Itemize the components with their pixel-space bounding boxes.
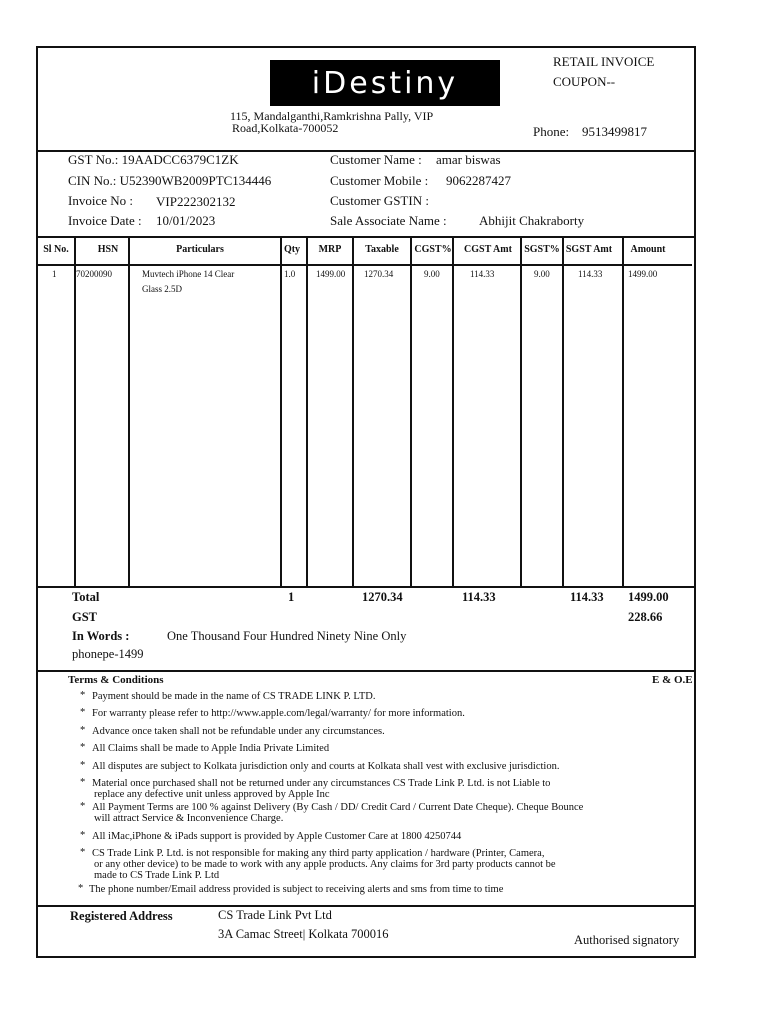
phone-label: Phone: [533, 124, 570, 139]
payment-note: phonepe-1499 [72, 647, 144, 661]
customer-name-value: amar biswas [436, 152, 501, 167]
term-item: All iMac,iPhone & iPads support is provided by Apple Customer Care at 1800 4250744 [92, 831, 462, 842]
col-line [452, 236, 454, 586]
divider [38, 905, 694, 907]
col-line [622, 236, 624, 586]
invoice-frame [36, 46, 696, 958]
term-item: All Claims shall be made to Apple India Private Limited [92, 743, 330, 754]
col-header-particulars: Particulars [176, 244, 224, 255]
bullet-icon: * [80, 707, 86, 718]
term-item-continuation: replace any defective unit unless approved by Apple Inc [94, 789, 330, 800]
term-item-continuation: will attract Service & Inconvenience Charge. [94, 813, 284, 824]
customer-mobile-label: Customer Mobile : [330, 173, 429, 188]
col-header-sgst-amt: SGST Amt [565, 244, 613, 255]
bullet-icon: * [80, 830, 86, 841]
term-item: Payment should be made in the name of CS TRADE LINK P. LTD. [92, 691, 376, 702]
doc-type: RETAIL INVOICE [553, 54, 655, 69]
bullet-icon: * [80, 690, 86, 701]
cell-taxable: 1270.34 [364, 269, 394, 279]
col-header-cgst-pct: CGST% [414, 244, 452, 255]
total-amount: 1499.00 [628, 590, 669, 604]
col-line [410, 236, 412, 586]
phone-value: 9513499817 [582, 124, 647, 139]
customer-gstin-label: Customer GSTIN : [330, 193, 429, 208]
brand-logo [270, 60, 500, 106]
store-address-line2: Road,Kolkata-700052 [232, 121, 339, 135]
cell-cgst-pct: 9.00 [424, 269, 440, 279]
customer-mobile-value: 9062287427 [446, 173, 511, 188]
term-item: For warranty please refer to http://www.apple.com/legal/warranty/ for more information. [92, 708, 465, 719]
invoice-date-value: 10/01/2023 [156, 213, 216, 228]
term-item-continuation: or any other device) to be made to work with any apple products. Any claims for 3rd party products cannot be [94, 859, 556, 870]
cell-sgst-pct: 9.00 [534, 269, 550, 279]
in-words-label: In Words : [72, 629, 130, 643]
bullet-icon: * [80, 777, 86, 788]
registered-address-line2: 3A Camac Street| Kolkata 700016 [218, 927, 389, 941]
col-header-hsn: HSN [97, 244, 119, 255]
total-label: Total [72, 590, 100, 604]
col-line [306, 236, 308, 586]
in-words-value: One Thousand Four Hundred Ninety Nine Only [167, 629, 407, 643]
term-item: All Payment Terms are 100 % against Delivery (By Cash / DD/ Credit Card / Current Date Cheque). Cheque Bounce [92, 802, 584, 813]
registered-address-label: Registered Address [70, 909, 173, 923]
logo-text: iDestiny [311, 65, 459, 101]
cell-amount: 1499.00 [628, 269, 658, 279]
total-sgst-amt: 114.33 [570, 590, 604, 604]
term-item: The phone number/Email address provided is subject to receiving alerts and sms from time to time [89, 884, 504, 895]
col-line [520, 236, 522, 586]
col-line [74, 236, 76, 586]
bullet-icon: * [80, 801, 86, 812]
col-header-sgst-pct: SGST% [524, 244, 560, 255]
col-header-qty: Qty [283, 244, 301, 255]
store-address-line1: 115, Mandalganthi,Ramkrishna Pally, VIP [230, 109, 434, 123]
cell-cgst-amt: 114.33 [470, 269, 495, 279]
term-item: CS Trade Link P. Ltd. is not responsible for making any third party application / hardware (Printer, Camera, [92, 848, 545, 859]
invoice-no-value: VIP222302132 [156, 194, 236, 209]
sale-associate-value: Abhijit Chakraborty [479, 213, 585, 228]
term-item: Advance once taken shall not be refundable under any circumstances. [92, 726, 385, 737]
col-line [352, 236, 354, 586]
col-header-mrp: MRP [318, 244, 342, 255]
gst-total-value: 228.66 [628, 610, 663, 624]
col-header-amount: Amount [630, 244, 666, 255]
divider [38, 236, 694, 238]
invoice-date-label: Invoice Date : [68, 213, 142, 228]
total-qty: 1 [288, 590, 295, 604]
total-cgst-amt: 114.33 [462, 590, 496, 604]
bullet-icon: * [80, 760, 86, 771]
cell-particulars-line2: Glass 2.5D [142, 284, 182, 294]
header-underline [38, 264, 692, 266]
col-line [128, 236, 130, 586]
cin-label: CIN No.: [68, 173, 117, 188]
term-item: All disputes are subject to Kolkata jurisdiction only and courts at Kolkata shall vest with exclusive jurisdiction. [92, 761, 560, 772]
gst-value: 19AADCC6379C1ZK [121, 152, 239, 167]
gst-total-label: GST [72, 610, 98, 624]
invoice-no-label: Invoice No : [68, 193, 133, 208]
col-header-taxable: Taxable [365, 244, 399, 255]
term-item-continuation: made to CS Trade Link P. Ltd [94, 870, 220, 881]
cell-hsn: 70200090 [76, 269, 112, 279]
term-item: Material once purchased shall not be returned under any circumstances CS Trade Link P. Ltd. is not Liable to [92, 778, 551, 789]
col-header-sl: Sl No. [43, 244, 69, 255]
cell-sgst-amt: 114.33 [578, 269, 603, 279]
col-line [280, 236, 282, 586]
authorised-signatory: Authorised signatory [574, 933, 680, 947]
bullet-icon: * [80, 847, 86, 858]
bullet-icon: * [78, 883, 84, 894]
bullet-icon: * [80, 725, 86, 736]
cell-sl: 1 [52, 269, 57, 279]
divider [38, 670, 694, 672]
cell-particulars-line1: Muvtech iPhone 14 Clear [142, 269, 235, 279]
sale-associate-label: Sale Associate Name : [330, 213, 447, 228]
bullet-icon: * [80, 742, 86, 753]
col-line [694, 236, 696, 586]
registered-address-line1: CS Trade Link Pvt Ltd [218, 908, 332, 922]
customer-name-label: Customer Name : [330, 152, 422, 167]
coupon: COUPON-- [553, 74, 616, 89]
gst-label: GST No.: [68, 152, 119, 167]
eoe-label: E & O.E [652, 674, 693, 686]
cell-mrp: 1499.00 [316, 269, 346, 279]
terms-title: Terms & Conditions [68, 674, 164, 686]
col-header-cgst-amt: CGST Amt [464, 244, 512, 255]
cell-qty: 1.0 [284, 269, 296, 279]
total-taxable: 1270.34 [362, 590, 403, 604]
col-line [562, 236, 564, 586]
cin-value: U52390WB2009PTC134446 [119, 173, 272, 188]
table-bottom-line [38, 586, 694, 588]
